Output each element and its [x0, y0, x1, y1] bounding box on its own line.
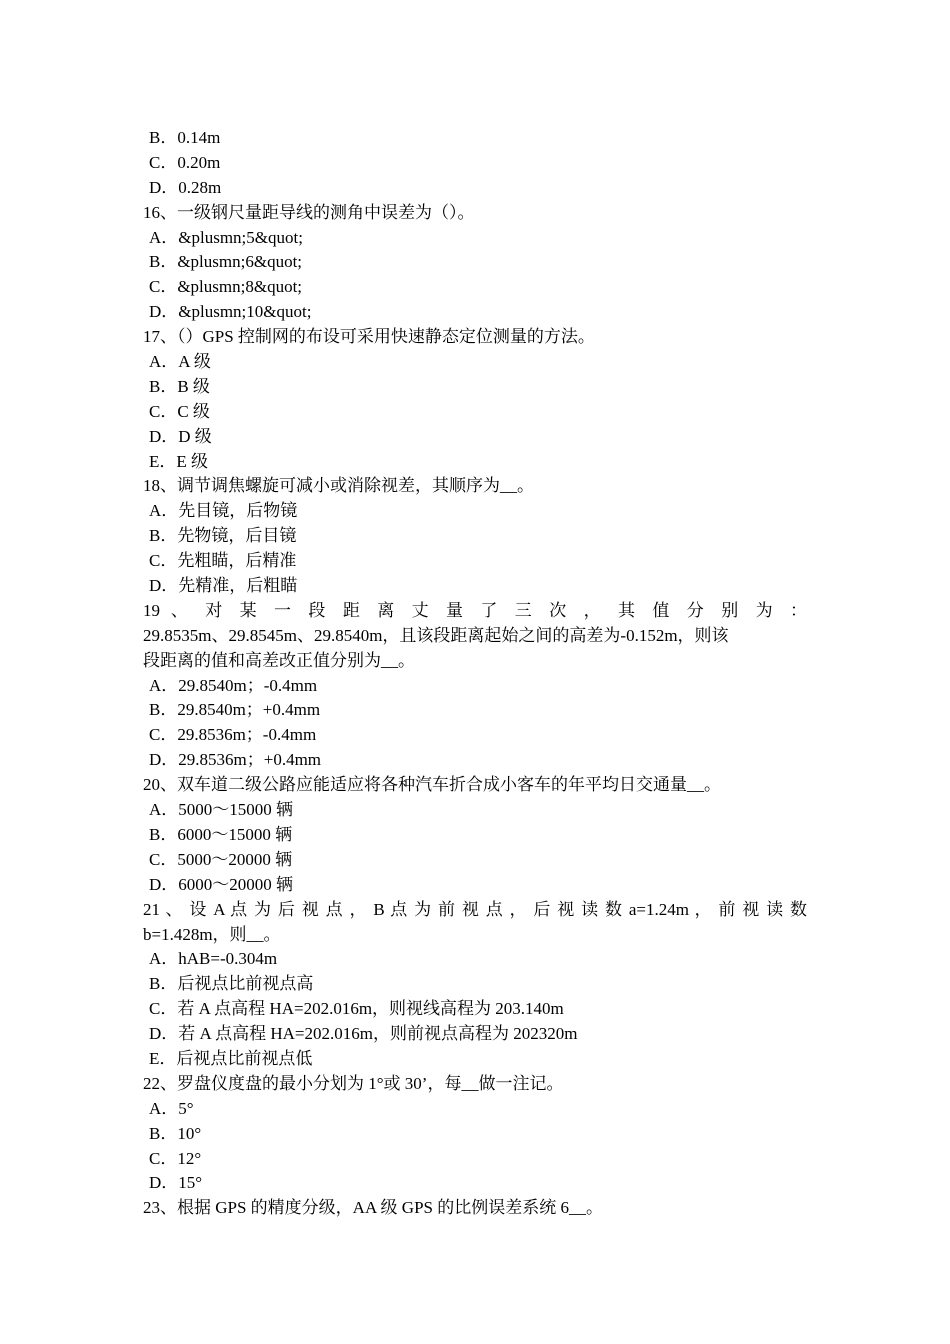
answer-option-line: E．E 级	[149, 451, 209, 471]
answer-option-line: B．B 级	[149, 376, 210, 396]
answer-option-line: C．C 级	[149, 401, 210, 421]
answer-option-line: D．0.28m	[149, 177, 222, 197]
question-line: 21 、 设 A 点 为 后 视 点 ， B 点 为 前 视 点 ， 后 视 读 数 a=1.24m ， 前 视 读 数	[143, 899, 807, 919]
answer-option-line: D．先精准，后粗瞄	[149, 576, 298, 596]
answer-option-line: A．hAB=-0.304m	[149, 949, 278, 969]
answer-option-line: C．若 A 点高程 HA=202.016m，则视线高程为 203.140m	[149, 999, 564, 1019]
answer-option-line: C．29.8536m；-0.4mm	[149, 725, 317, 745]
answer-option-line: A．先目镜，后物镜	[149, 501, 298, 521]
question-line: 22、罗盘仪度盘的最小分划为 1°或 30’，每__做一注记。	[143, 1073, 564, 1093]
answer-option-line: D．若 A 点高程 HA=202.016m，则前视点高程为 202320m	[149, 1024, 578, 1044]
question-line: 18、调节调焦螺旋可减小或消除视差，其顺序为__。	[143, 476, 534, 496]
answer-option-line: C．12°	[149, 1148, 202, 1168]
question-line: 段距离的值和高差改正值分别为__。	[143, 650, 415, 670]
answer-option-line: D．6000～20000 辆	[149, 874, 294, 894]
answer-option-line: A．&plusmn;5&quot;	[149, 227, 303, 247]
answer-option-line: B．0.14m	[149, 128, 221, 147]
answer-option-line: C．5000～20000 辆	[149, 849, 293, 869]
answer-option-line: A．5°	[149, 1098, 194, 1118]
answer-option-line: D．15°	[149, 1173, 203, 1193]
question-line: b=1.428m，则__。	[143, 924, 281, 944]
question-line: 20、双车道二级公路应能适应将各种汽车折合成小客车的年平均日交通量__。	[143, 775, 721, 795]
question-line: 17、（）GPS 控制网的布设可采用快速静态定位测量的方法。	[143, 327, 595, 347]
answer-option-line: A．5000～15000 辆	[149, 800, 294, 820]
question-line: 29.8535m、29.8545m、29.8540m，且该段距离起始之间的高差为-0.152m，则该	[143, 625, 729, 645]
answer-option-line: D．29.8536m；+0.4mm	[149, 750, 322, 770]
question-line: 23、根据 GPS 的精度分级，AA 级 GPS 的比例误差系统 6__。	[143, 1198, 603, 1218]
answer-option-line: C．0.20m	[149, 152, 221, 172]
question-line: 16、一级钢尺量距导线的测角中误差为（）。	[143, 202, 475, 222]
answer-option-line: C．&plusmn;8&quot;	[149, 277, 303, 297]
answer-option-line: B．29.8540m；+0.4mm	[149, 700, 321, 720]
answer-option-line: E．后视点比前视点低	[149, 1048, 313, 1068]
answer-option-line: B．&plusmn;6&quot;	[149, 252, 303, 272]
question-line: 19 、 对 某 一 段 距 离 丈 量 了 三 次 ， 其 值 分 别 为 ：	[143, 600, 807, 620]
answer-option-line: B．10°	[149, 1123, 202, 1143]
answer-option-line: D．&plusmn;10&quot;	[149, 302, 312, 322]
answer-option-line: D．D 级	[149, 426, 212, 446]
answer-option-line: C．先粗瞄，后精准	[149, 551, 297, 571]
answer-option-line: B．后视点比前视点高	[149, 974, 314, 994]
answer-option-line: A．29.8540m；-0.4mm	[149, 675, 318, 695]
answer-option-line: B．先物镜，后目镜	[149, 526, 297, 546]
document-body	[143, 126, 807, 1221]
answer-option-line: A．A 级	[149, 352, 211, 372]
answer-option-line: B．6000～15000 辆	[149, 824, 293, 844]
